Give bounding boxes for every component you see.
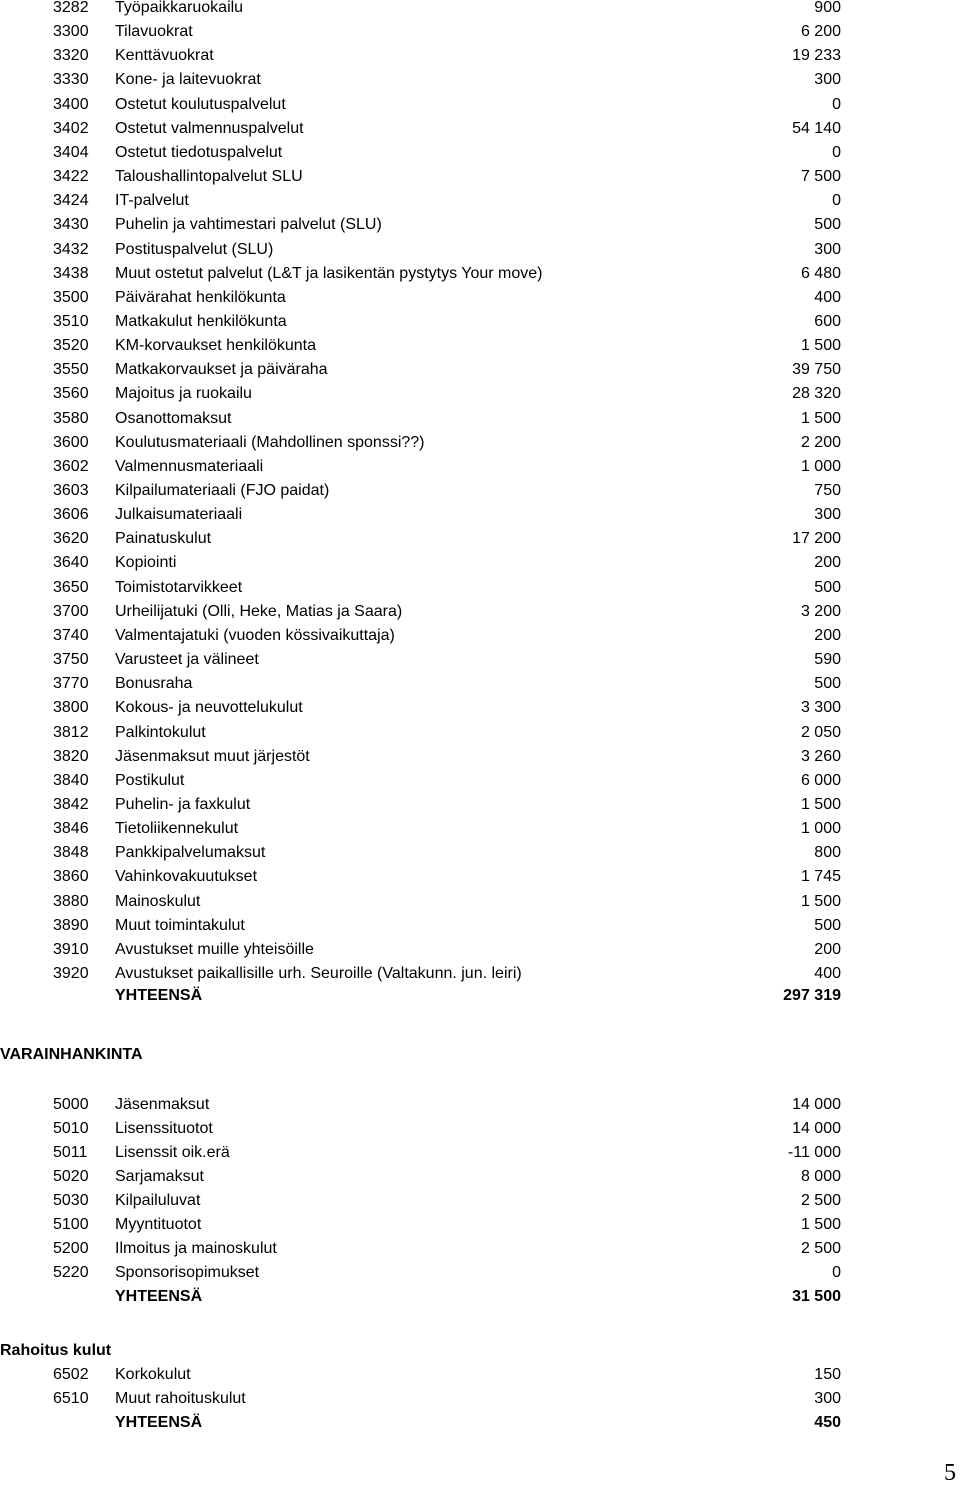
account-name: Muut rahoituskulut [115, 1390, 246, 1407]
account-code: 3550 [53, 361, 89, 379]
account-name: Ostetut valmennuspalvelut [115, 119, 304, 137]
budget-row [0, 1237, 960, 1261]
budget-row [0, 1189, 960, 1213]
account-amount: 6 200 [800, 23, 841, 41]
account-name: Palkintokulut [115, 723, 206, 741]
account-amount: 500 [814, 675, 841, 693]
account-code: 3910 [53, 940, 89, 958]
account-amount: 0 [832, 143, 841, 161]
account-amount: 1 500 [800, 409, 841, 427]
account-code: 3750 [53, 651, 89, 669]
account-amount: 0 [832, 192, 841, 210]
budget-row [0, 865, 960, 889]
account-amount: 200 [814, 940, 841, 958]
account-name: Matkakulut henkilökunta [115, 312, 287, 330]
account-name: Muut ostetut palvelut (L&T ja lasikentän pystytys Your move) [115, 264, 543, 282]
account-amount: 150 [814, 1366, 841, 1383]
budget-row [0, 672, 960, 696]
account-name: Ostetut koulutuspalvelut [115, 95, 286, 113]
budget-row [0, 817, 960, 841]
account-name: Postikulut [115, 771, 185, 789]
account-amount: 28 320 [792, 385, 841, 403]
account-code: 5200 [53, 1240, 89, 1257]
account-name: Matkakorvaukset ja päiväraha [115, 361, 328, 379]
account-amount: 900 [814, 0, 841, 16]
account-name: Taloushallintopalvelut SLU [115, 168, 303, 186]
budget-row [0, 431, 960, 455]
budget-row [0, 44, 960, 68]
account-code: 3812 [53, 723, 89, 741]
budget-row [0, 1093, 960, 1117]
account-amount: 500 [814, 578, 841, 596]
account-code: 3740 [53, 626, 89, 644]
account-code: 3800 [53, 699, 89, 717]
budget-row [0, 503, 960, 527]
account-name: Postituspalvelut (SLU) [115, 240, 274, 258]
budget-row [0, 527, 960, 551]
account-code: 3580 [53, 409, 89, 427]
account-code: 3846 [53, 820, 89, 838]
account-code: 5100 [53, 1216, 89, 1233]
account-amount: 3 200 [800, 602, 841, 620]
account-name: Puhelin ja vahtimestari palvelut (SLU) [115, 216, 382, 234]
rahoitus-heading: Rahoitus kulut [0, 1342, 112, 1359]
account-amount: 400 [814, 288, 841, 306]
budget-row [0, 117, 960, 141]
account-code: 5030 [53, 1192, 89, 1209]
account-code: 6502 [53, 1366, 89, 1383]
account-code: 3890 [53, 916, 89, 934]
budget-row [0, 745, 960, 769]
account-code: 5011 [53, 1144, 88, 1161]
account-name: Ostetut tiedotuspalvelut [115, 143, 283, 161]
account-name: Työpaikkaruokailu [115, 0, 244, 16]
account-name: Mainoskulut [115, 892, 201, 910]
expenses-total-row [0, 984, 960, 1008]
budget-row [0, 962, 960, 986]
account-code: 3430 [53, 216, 89, 234]
account-amount: 0 [832, 1264, 841, 1281]
total-amount: 297 319 [783, 987, 841, 1004]
account-code: 3650 [53, 578, 89, 596]
account-amount: 300 [814, 240, 841, 258]
budget-row [0, 479, 960, 503]
account-amount: 500 [814, 216, 841, 234]
account-code: 5010 [53, 1120, 89, 1137]
budget-row [0, 286, 960, 310]
account-amount: 6 000 [800, 771, 841, 789]
varainhankinta-heading: VARAINHANKINTA [0, 1046, 143, 1063]
account-code: 5020 [53, 1168, 89, 1185]
budget-row [0, 551, 960, 575]
account-code: 3640 [53, 554, 89, 572]
budget-row [0, 600, 960, 624]
account-code: 3422 [53, 168, 89, 186]
account-amount: 54 140 [792, 119, 841, 137]
account-code: 5220 [53, 1264, 89, 1281]
account-code: 3500 [53, 288, 89, 306]
account-amount: 2 200 [800, 433, 841, 451]
account-name: Myyntituotot [115, 1216, 202, 1233]
budget-row [0, 238, 960, 262]
account-amount: 8 000 [800, 1168, 841, 1185]
budget-row [0, 213, 960, 237]
total-amount: 31 500 [792, 1288, 841, 1305]
account-code: 3602 [53, 457, 89, 475]
account-amount: 1 000 [800, 820, 841, 838]
account-amount: 300 [814, 506, 841, 524]
account-name: Tilavuokrat [115, 23, 193, 41]
budget-row [0, 165, 960, 189]
account-amount: -11 000 [787, 1144, 841, 1161]
budget-row [0, 262, 960, 286]
account-amount: 1 745 [800, 868, 841, 886]
account-code: 3603 [53, 482, 89, 499]
account-name: KM-korvaukset henkilökunta [115, 337, 316, 355]
account-amount: 2 050 [800, 723, 841, 741]
budget-row [0, 358, 960, 382]
budget-row [0, 576, 960, 600]
account-amount: 3 300 [800, 699, 841, 717]
budget-row [0, 1261, 960, 1285]
budget-row [0, 141, 960, 165]
account-amount: 3 260 [800, 747, 841, 765]
budget-row [0, 624, 960, 648]
account-code: 3606 [53, 506, 89, 524]
account-name: Osanottomaksut [115, 409, 232, 427]
account-name: Päivärahat henkilökunta [115, 288, 286, 306]
account-amount: 19 233 [792, 47, 841, 65]
account-amount: 1 500 [800, 337, 841, 355]
account-name: Urheilijatuki (Olli, Heke, Matias ja Saara) [115, 602, 403, 620]
account-amount: 2 500 [800, 1192, 841, 1209]
account-code: 5000 [53, 1096, 89, 1113]
budget-row [0, 0, 960, 20]
budget-row [0, 189, 960, 213]
account-amount: 14 000 [792, 1120, 841, 1137]
budget-row [0, 310, 960, 334]
account-code: 3510 [53, 312, 89, 330]
account-name: Kokous- ja neuvottelukulut [115, 699, 303, 717]
account-code: 3404 [53, 143, 89, 161]
budget-row [0, 890, 960, 914]
account-name: Sarjamaksut [115, 1168, 204, 1185]
account-name: Ilmoitus ja mainoskulut [115, 1240, 277, 1257]
budget-row [0, 20, 960, 44]
account-code: 3300 [53, 23, 89, 41]
account-name: Lisenssituotot [115, 1120, 213, 1137]
account-amount: 0 [832, 95, 841, 113]
budget-row [0, 793, 960, 817]
account-name: Varusteet ja välineet [115, 651, 259, 669]
account-code: 3320 [53, 47, 89, 65]
account-code: 3560 [53, 385, 89, 403]
account-name: Julkaisumateriaali [115, 506, 243, 524]
budget-row [0, 382, 960, 406]
budget-row [0, 938, 960, 962]
account-name: Valmentajatuki (vuoden kössivaikuttaja) [115, 626, 395, 644]
rahoitus-total-row [0, 1411, 960, 1435]
account-name: Pankkipalvelumaksut [115, 844, 266, 862]
account-name: Jäsenmaksut [115, 1096, 210, 1113]
account-name: Lisenssit oik.erä [115, 1144, 230, 1161]
account-code: 3432 [53, 240, 89, 258]
account-amount: 200 [814, 626, 841, 644]
account-name: Kilpailuluvat [115, 1192, 201, 1209]
account-amount: 590 [814, 651, 841, 669]
account-code: 3620 [53, 530, 89, 548]
account-name: Avustukset muille yhteisöille [115, 940, 314, 958]
budget-row [0, 407, 960, 431]
account-amount: 1 000 [800, 457, 841, 475]
account-name: Valmennusmateriaali [115, 457, 264, 475]
account-name: Toimistotarvikkeet [115, 578, 243, 596]
account-name: Muut toimintakulut [115, 916, 245, 934]
account-amount: 300 [814, 71, 841, 89]
account-name: Kenttävuokrat [115, 47, 214, 65]
budget-row [0, 1141, 960, 1165]
budget-row [0, 455, 960, 479]
account-name: Vahinkovakuutukset [115, 868, 258, 886]
account-amount: 1 500 [800, 1216, 841, 1233]
account-code: 3860 [53, 868, 89, 886]
account-amount: 800 [814, 844, 841, 862]
budget-row [0, 68, 960, 92]
account-name: Majoitus ja ruokailu [115, 385, 252, 403]
account-name: Sponsorisopimukset [115, 1264, 260, 1281]
budget-row [0, 1165, 960, 1189]
budget-row [0, 696, 960, 720]
budget-row [0, 1213, 960, 1237]
account-amount: 200 [814, 554, 841, 572]
account-name: Kopiointi [115, 554, 177, 572]
account-code: 3848 [53, 844, 89, 862]
budget-row [0, 648, 960, 672]
budget-row [0, 914, 960, 938]
account-name: Jäsenmaksut muut järjestöt [115, 747, 310, 765]
account-code: 3330 [53, 71, 89, 89]
total-label: YHTEENSÄ [115, 987, 203, 1004]
account-name: Koulutusmateriaali (Mahdollinen sponssi??) [115, 433, 425, 451]
account-amount: 1 500 [800, 892, 841, 910]
page-number: 5 [944, 1460, 956, 1486]
budget-row [0, 1387, 960, 1411]
account-name: Bonusraha [115, 675, 193, 693]
account-amount: 39 750 [792, 361, 841, 379]
account-code: 3770 [53, 675, 89, 693]
account-code: 3520 [53, 337, 89, 355]
budget-row [0, 769, 960, 793]
account-name: Tietoliikennekulut [115, 820, 239, 838]
budget-row [0, 1117, 960, 1141]
account-name: IT-palvelut [115, 192, 189, 210]
account-code: 3400 [53, 95, 89, 113]
account-code: 3282 [53, 0, 89, 16]
account-amount: 17 200 [792, 530, 841, 548]
account-code: 3820 [53, 747, 89, 765]
total-label: YHTEENSÄ [115, 1414, 203, 1431]
account-code: 3840 [53, 771, 89, 789]
account-code: 3438 [53, 264, 89, 282]
account-code: 6510 [53, 1390, 89, 1407]
account-amount: 6 480 [800, 264, 841, 282]
account-name: Kilpailumateriaali (FJO paidat) [115, 482, 330, 499]
account-name: Painatuskulut [115, 530, 212, 548]
account-code: 3842 [53, 795, 89, 813]
budget-row [0, 1363, 960, 1387]
budget-row [0, 334, 960, 358]
account-name: Korkokulut [115, 1366, 191, 1383]
account-code: 3920 [53, 965, 89, 982]
account-amount: 1 500 [800, 795, 841, 813]
account-amount: 600 [814, 312, 841, 330]
account-amount: 500 [814, 916, 841, 934]
account-code: 3600 [53, 433, 89, 451]
account-code: 3424 [53, 192, 89, 210]
account-amount: 7 500 [800, 168, 841, 186]
budget-row [0, 93, 960, 117]
varainhankinta-total-row [0, 1285, 960, 1309]
account-amount: 400 [814, 965, 841, 982]
account-code: 3700 [53, 602, 89, 620]
account-code: 3402 [53, 119, 89, 137]
account-name: Puhelin- ja faxkulut [115, 795, 251, 813]
total-label: YHTEENSÄ [115, 1288, 203, 1305]
account-name: Avustukset paikallisille urh. Seuroille (Valtakunn. jun. leiri) [115, 965, 522, 982]
account-amount: 750 [814, 482, 841, 499]
account-name: Kone- ja laitevuokrat [115, 71, 261, 89]
account-amount: 14 000 [792, 1096, 841, 1113]
budget-row [0, 841, 960, 865]
account-amount: 300 [814, 1390, 841, 1407]
budget-row [0, 721, 960, 745]
account-code: 3880 [53, 892, 89, 910]
account-amount: 2 500 [800, 1240, 841, 1257]
total-amount: 450 [814, 1414, 841, 1431]
